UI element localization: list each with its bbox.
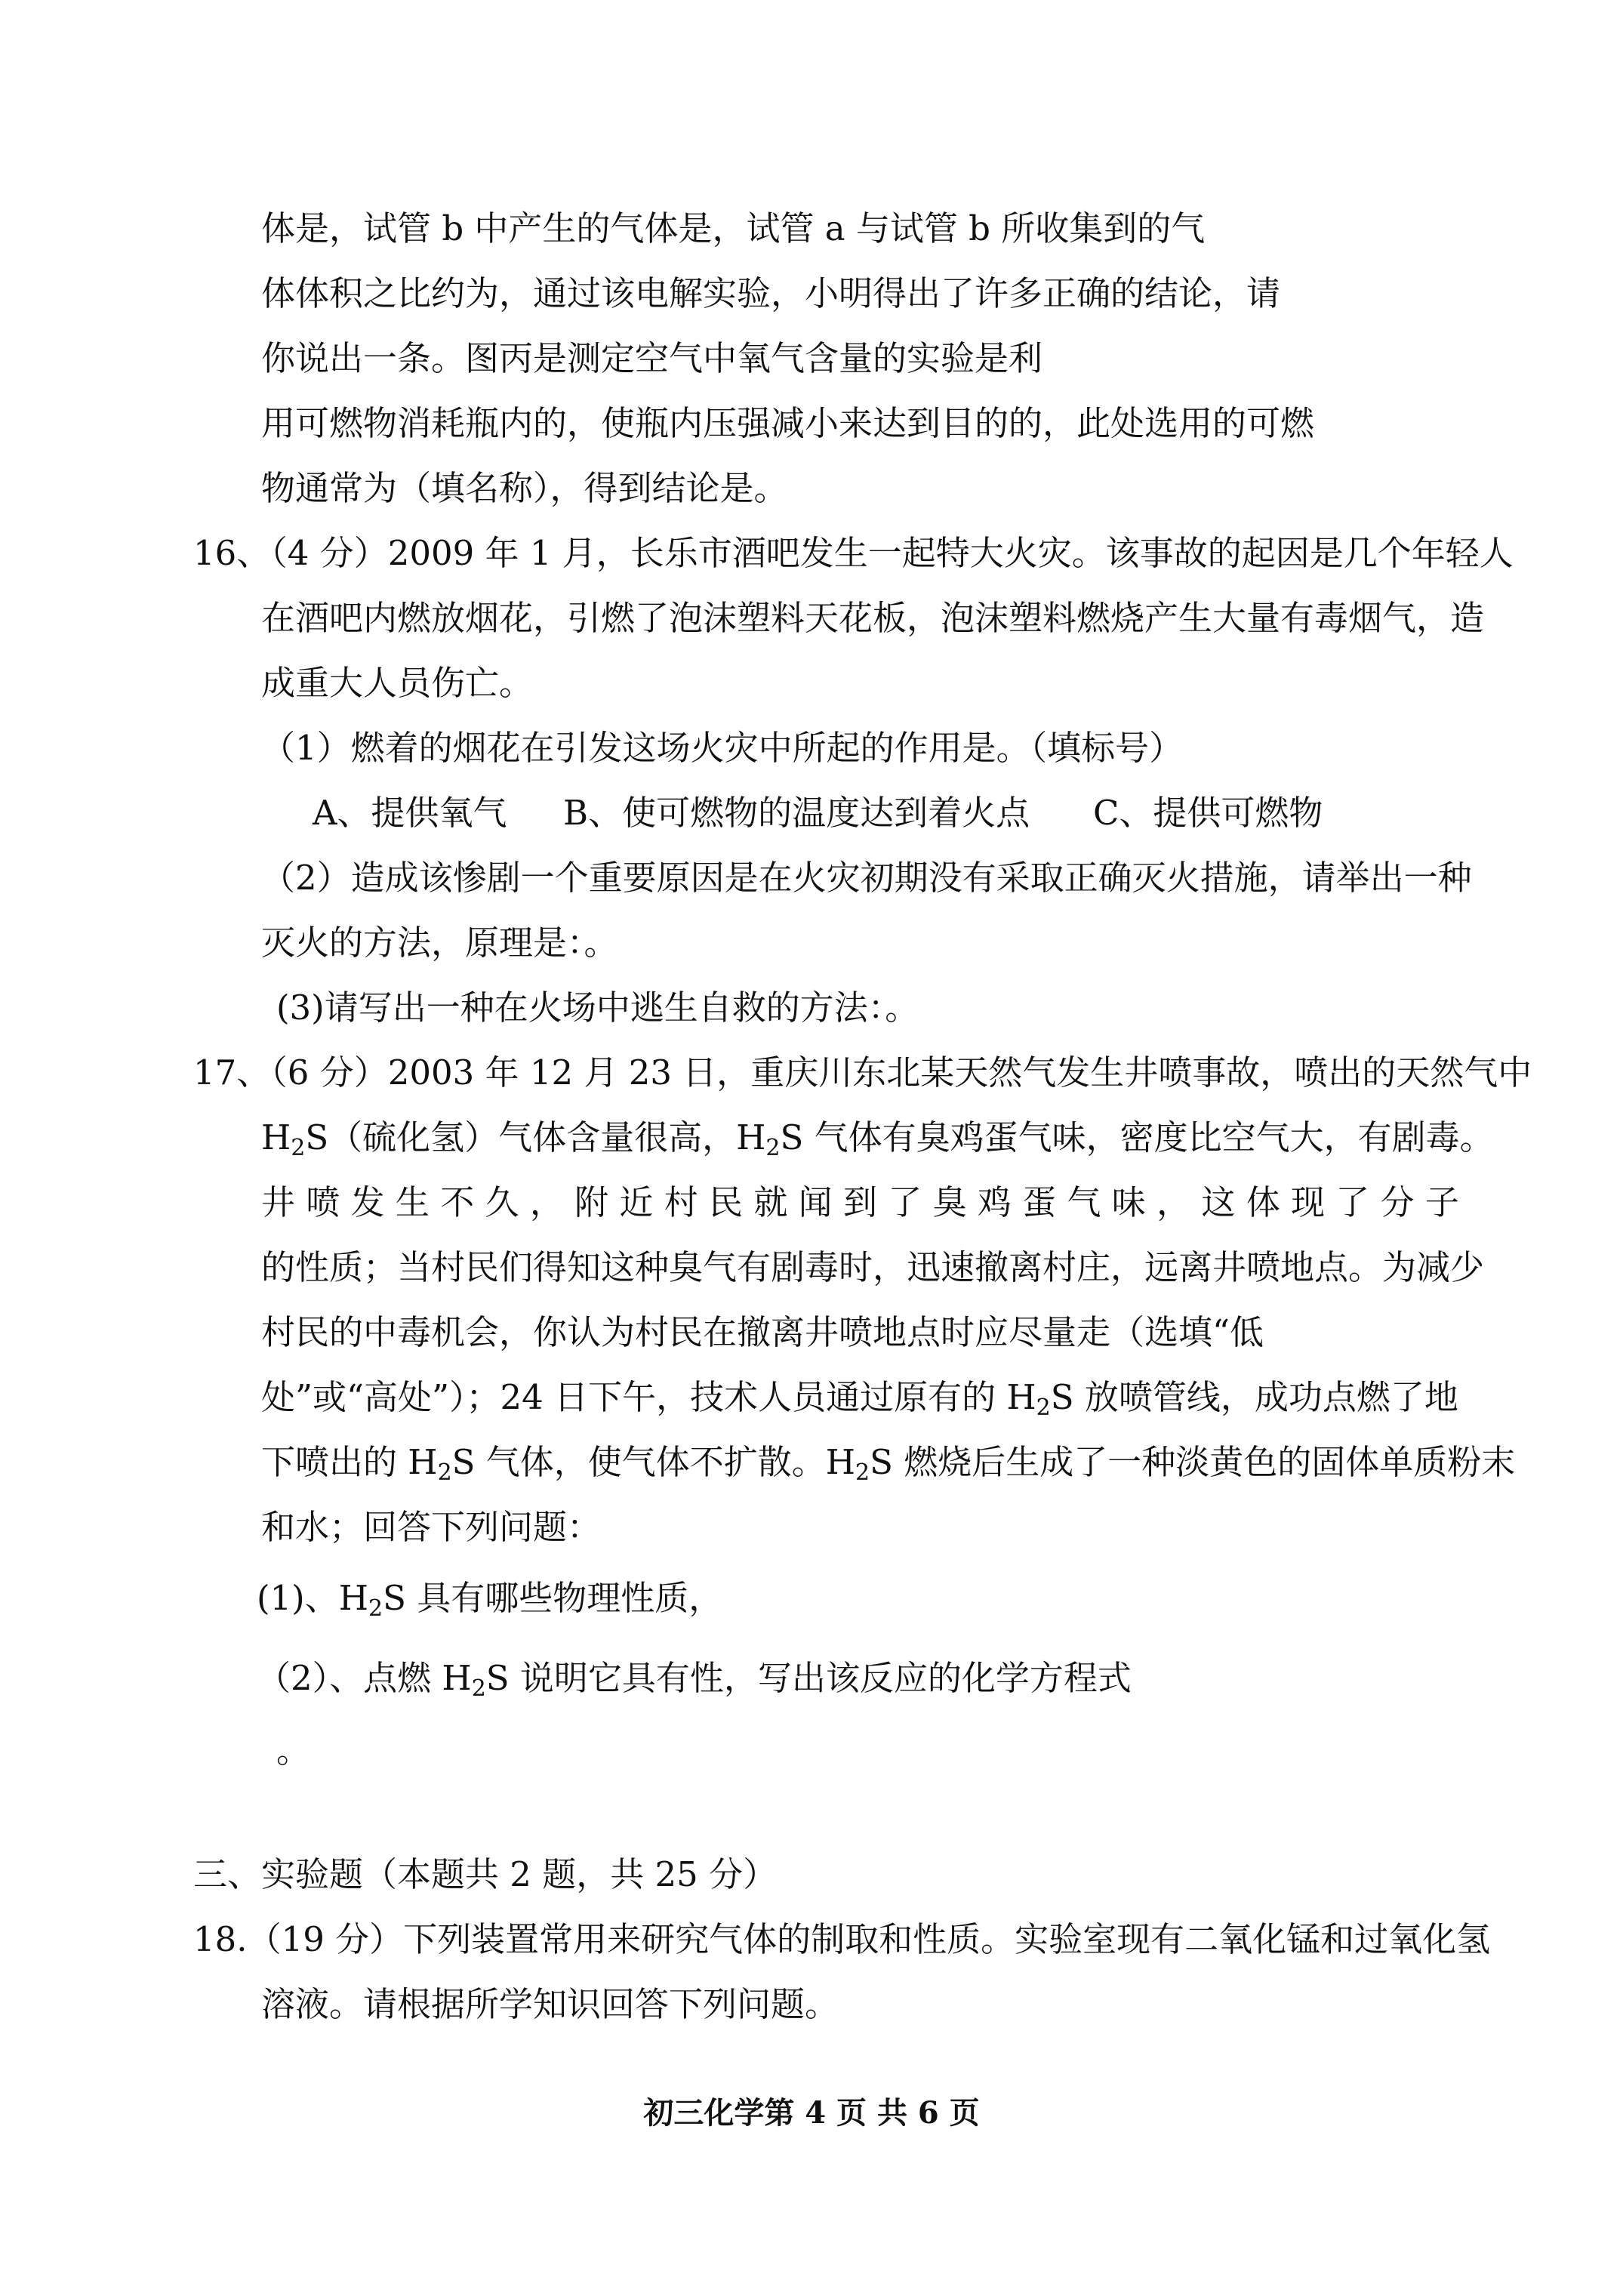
q18-line-1: 18.（19 分）下列装置常用来研究气体的制取和性质。实验室现有二氧化锰和过氧化氢	[193, 1919, 1491, 1959]
q16-line-1: 16、（4 分）2009 年 1 月，长乐市酒吧发生一起特大火灾。该事故的起因是几个年轻人	[193, 533, 1514, 573]
q17-line-4: 的性质；当村民们得知这种臭气有剧毒时，迅速撤离村庄，远离井喷地点。为减少	[261, 1247, 1485, 1287]
q16-sub-2b: 灭火的方法，原理是：。	[261, 923, 618, 963]
q17-line-8: 和水；回答下列问题：	[261, 1507, 602, 1547]
q15-line-5: 物通常为（填名称），得到结论是。	[261, 468, 788, 508]
q16-sub-1: （1）燃着的烟花在引发这场火灾中所起的作用是。（填标号）	[261, 728, 1184, 768]
q16-sub-2a: （2）造成该惨剧一个重要原因是在火灾初期没有采取正确灭火措施，请举出一种	[261, 858, 1472, 898]
section-3-title: 三、实验题（本题共 2 题，共 25 分）	[193, 1854, 778, 1894]
q17-line-3: 井 喷 发 生 不 久 ， 附 近 村 民 就 闻 到 了 臭 鸡 蛋 气 味 ， 这 体 现 了 分 子	[261, 1182, 1459, 1222]
q16-line-2: 在酒吧内燃放烟花，引燃了泡沫塑料天花板，泡沫塑料燃烧产生大量有毒烟气，造	[261, 598, 1485, 638]
q18-line-2: 溶液。请根据所学知识回答下列问题。	[261, 1984, 839, 2024]
q15-line-4: 用可燃物消耗瓶内的，使瓶内压强减小来达到目的的，此处选用的可燃	[261, 403, 1315, 443]
q16-option-a: A、提供氧气	[313, 793, 507, 833]
q16-option-c: C、提供可燃物	[1093, 793, 1323, 833]
q16-line-3: 成重大人员伤亡。	[261, 663, 534, 703]
q17-line-1: 17、（6 分）2003 年 12 月 23 日，重庆川东北某天然气发生井喷事故，喷出的天然气中	[193, 1052, 1532, 1093]
q17-line-7: 下喷出的 $H_2S$ 气体，使气体不扩散。$H_2S$ 燃烧后生成了一种淡黄色的固体单质粉末	[261, 1442, 1516, 1486]
q15-line-3: 你说出一条。图丙是测定空气中氧气含量的实验是利	[261, 338, 1043, 378]
page-footer: 初三化学第 4 页 共 6 页	[643, 2095, 980, 2131]
q17-sub-1: (1)、$H_2S$ 具有哪些物理性质，	[257, 1578, 723, 1622]
q16-option-b: B、使可燃物的温度达到着火点	[563, 793, 1030, 833]
q17-line-6: 处”或“高处”）；24 日下午，技术人员通过原有的 $H_2S$ 放喷管线，成功点燃了地	[261, 1377, 1458, 1421]
q17-line-5: 村民的中毒机会，你认为村民在撤离井喷地点时应尽量走（选填“低	[261, 1312, 1264, 1352]
q15-line-2: 体体积之比约为，通过该电解实验，小明得出了许多正确的结论，请	[261, 273, 1281, 313]
q17-sub-2-continued: 。	[276, 1730, 311, 1771]
q17-line-2: $H_2S$（硫化氢）气体含量很高，$H_2S$ 气体有臭鸡蛋气味，密度比空气大，有剧毒。	[261, 1117, 1494, 1161]
q16-sub-3: (3)请写出一种在火场中逃生自救的方法：。	[276, 988, 919, 1028]
q15-line-1: 体是，试管 b 中产生的气体是，试管 a 与试管 b 所收集到的气	[261, 208, 1206, 248]
q17-sub-2: （2）、点燃 $H_2S$ 说明它具有性，写出该反应的化学方程式	[257, 1658, 1132, 1702]
